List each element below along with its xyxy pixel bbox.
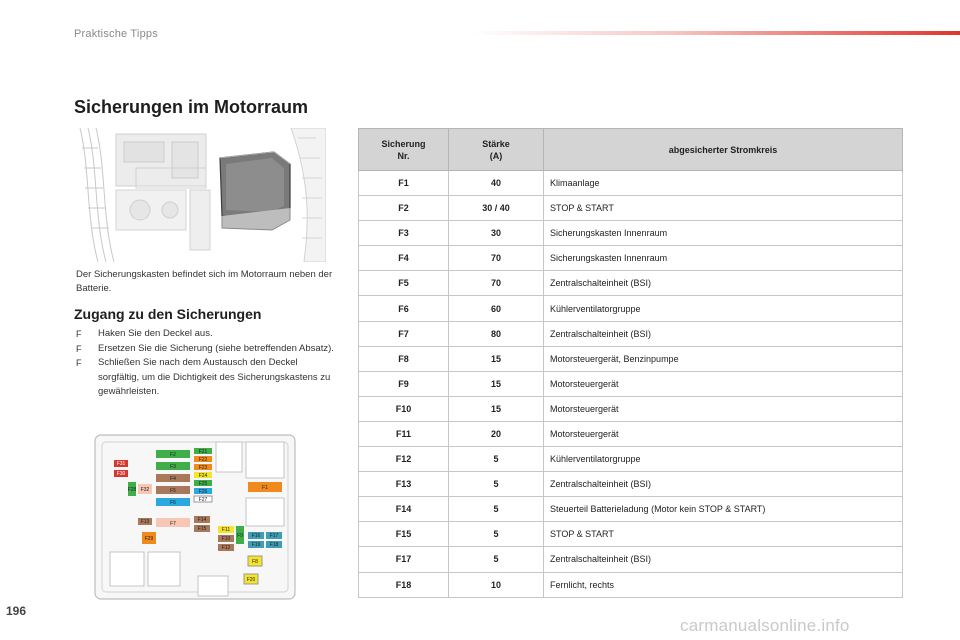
- circuit-cell: Sicherungskasten Innenraum: [544, 246, 903, 271]
- amperage-cell: 15: [449, 371, 544, 396]
- header-fuse-number: [359, 129, 449, 171]
- header-accent-bar: [470, 31, 960, 35]
- fuse-number-cell: F15: [359, 522, 449, 547]
- section-header: Praktische Tipps: [74, 28, 158, 40]
- amperage-cell: 70: [449, 271, 544, 296]
- amperage-cell: 70: [449, 246, 544, 271]
- fuse-number-cell: F17: [359, 547, 449, 572]
- circuit-cell: Motorsteuergerät: [544, 371, 903, 396]
- fuse-number-cell: F10: [359, 396, 449, 421]
- table-row: [359, 321, 903, 346]
- table-row: [359, 371, 903, 396]
- circuit-cell: Kühlerventilatorgruppe: [544, 447, 903, 472]
- table-row: [359, 271, 903, 296]
- step-marker-icon: F: [76, 343, 82, 354]
- fuse-label: F25: [198, 481, 208, 487]
- circuit-cell: Zentralschalteinheit (BSI): [544, 547, 903, 572]
- fuse-label: F20: [246, 577, 256, 583]
- header-text: Stärke: [482, 138, 510, 149]
- access-step: [76, 327, 336, 342]
- fuse-number-cell: F5: [359, 271, 449, 296]
- circuit-cell: Motorsteuergerät: [544, 421, 903, 446]
- amperage-cell: 80: [449, 321, 544, 346]
- fuse-label: F27: [198, 497, 208, 503]
- table-row: [359, 522, 903, 547]
- fuse-label: F28: [127, 487, 137, 493]
- fuse-number-cell: F7: [359, 321, 449, 346]
- fuse-number-cell: F9: [359, 371, 449, 396]
- table-row: [359, 396, 903, 421]
- circuit-cell: Steuerteil Batterieladung (Motor kein STOP & START): [544, 497, 903, 522]
- step-text: Haken Sie den Deckel aus.: [98, 328, 213, 339]
- fuse-label: F2: [170, 452, 176, 458]
- page-title: Sicherungen im Motorraum: [74, 97, 309, 117]
- table-row: [359, 572, 903, 597]
- table-header-row: [359, 129, 903, 171]
- table-row: [359, 346, 903, 371]
- fuse-number-cell: F3: [359, 221, 449, 246]
- amperage-cell: 15: [449, 346, 544, 371]
- intro-text: Der Sicherungskasten befindet sich im Motorraum neben der Batterie.: [76, 269, 333, 294]
- amperage-cell: 60: [449, 296, 544, 321]
- circuit-cell: Kühlerventilatorgruppe: [544, 296, 903, 321]
- fuse-number-cell: F18: [359, 572, 449, 597]
- fuse-label: F24: [198, 473, 208, 479]
- fuse-label: F11: [221, 527, 231, 533]
- fuse-number-cell: F13: [359, 472, 449, 497]
- circuit-cell: Zentralschalteinheit (BSI): [544, 271, 903, 296]
- fuse-label: F15: [197, 526, 207, 532]
- amperage-cell: 5: [449, 497, 544, 522]
- amperage-cell: 5: [449, 472, 544, 497]
- circuit-cell: Zentralschalteinheit (BSI): [544, 472, 903, 497]
- access-subtitle: Zugang zu den Sicherungen: [74, 306, 262, 322]
- fuse-table: [358, 128, 903, 598]
- step-marker-icon: F: [76, 329, 82, 339]
- fuse-label: F26: [198, 489, 208, 495]
- header-circuit: abgesicherter Stromkreis: [544, 129, 903, 171]
- amperage-cell: 20: [449, 421, 544, 446]
- fuse-number-cell: F12: [359, 447, 449, 472]
- fuse-number-cell: F11: [359, 421, 449, 446]
- table-row: [359, 296, 903, 321]
- fuse-label: F31: [116, 461, 126, 467]
- amperage-cell: 30 / 40: [449, 196, 544, 221]
- fuse-label: F9: [237, 533, 243, 539]
- circuit-cell: Motorsteuergerät, Benzinpumpe: [544, 346, 903, 371]
- table-row: [359, 497, 903, 522]
- header-text: (A): [489, 150, 503, 161]
- table-row: [359, 547, 903, 572]
- page-number: 196: [6, 604, 27, 618]
- watermark: carmanualsonline.info: [680, 616, 850, 635]
- fuse-label: F8: [252, 559, 258, 565]
- fuse-label: F3: [170, 464, 176, 470]
- fuse-number-cell: F4: [359, 246, 449, 271]
- fuse-number-cell: F6: [359, 296, 449, 321]
- fuse-label: F7: [170, 521, 176, 527]
- engine-bay-illustration: [76, 128, 326, 262]
- step-text: Ersetzen Sie die Sicherung (siehe betreffenden Absatz).: [98, 342, 334, 354]
- fuse-number-cell: F14: [359, 497, 449, 522]
- step-marker-icon: F: [76, 358, 82, 368]
- amperage-cell: 40: [449, 171, 544, 196]
- table-row: [359, 447, 903, 472]
- amperage-cell: 10: [449, 572, 544, 597]
- fuse-label: F13: [140, 519, 150, 525]
- table-row: [359, 472, 903, 497]
- fuse-number-cell: F1: [359, 171, 449, 196]
- circuit-cell: Motorsteuergerät: [544, 396, 903, 421]
- fuse-label: F32: [140, 487, 150, 493]
- amperage-cell: 5: [449, 447, 544, 472]
- table-row: [359, 171, 903, 196]
- fuse-label: F17: [269, 533, 279, 539]
- fuse-label: F4: [170, 476, 176, 482]
- fuse-label: F23: [198, 465, 208, 471]
- circuit-cell: Zentralschalteinheit (BSI): [544, 321, 903, 346]
- fuse-label: F1: [262, 485, 268, 491]
- fuse-label: F29: [144, 536, 154, 542]
- fuse-label: F5: [170, 488, 176, 494]
- fuse-label: F18: [269, 542, 279, 548]
- circuit-cell: Sicherungskasten Innenraum: [544, 221, 903, 246]
- table-row: [359, 421, 903, 446]
- access-steps-list: [76, 327, 336, 400]
- fuse-number-cell: F2: [359, 196, 449, 221]
- header-text: Nr.: [397, 150, 410, 161]
- circuit-cell: Klimaanlage: [544, 171, 903, 196]
- fuse-label: F12: [221, 545, 231, 551]
- amperage-cell: 5: [449, 547, 544, 572]
- access-step: [76, 342, 336, 357]
- table-row: [359, 221, 903, 246]
- amperage-cell: 5: [449, 522, 544, 547]
- circuit-cell: Fernlicht, rechts: [544, 572, 903, 597]
- fusebox-diagram: [94, 434, 296, 600]
- circuit-cell: STOP & START: [544, 196, 903, 221]
- amperage-cell: 15: [449, 396, 544, 421]
- fuse-number-cell: F8: [359, 346, 449, 371]
- fuse-label: F14: [197, 517, 207, 523]
- fuse-label: F30: [116, 471, 126, 477]
- fuse-label: F6: [170, 500, 176, 506]
- step-text: Schließen Sie nach dem Austausch den Deckel sorgfältig, um die Dichtigkeit des Sicherungskastens zu gewährleisten.: [98, 357, 331, 397]
- table-row: [359, 196, 903, 221]
- access-step: [76, 356, 336, 400]
- header-text: Sicherung: [381, 138, 426, 149]
- fuse-label: F10: [221, 536, 231, 542]
- header-amperage: [449, 129, 544, 171]
- table-row: [359, 246, 903, 271]
- amperage-cell: 30: [449, 221, 544, 246]
- fuse-label: F21: [198, 449, 208, 455]
- fuse-label: F19: [251, 542, 261, 548]
- fuse-label: F16: [251, 533, 261, 539]
- circuit-cell: STOP & START: [544, 522, 903, 547]
- fuse-label: F22: [198, 457, 208, 463]
